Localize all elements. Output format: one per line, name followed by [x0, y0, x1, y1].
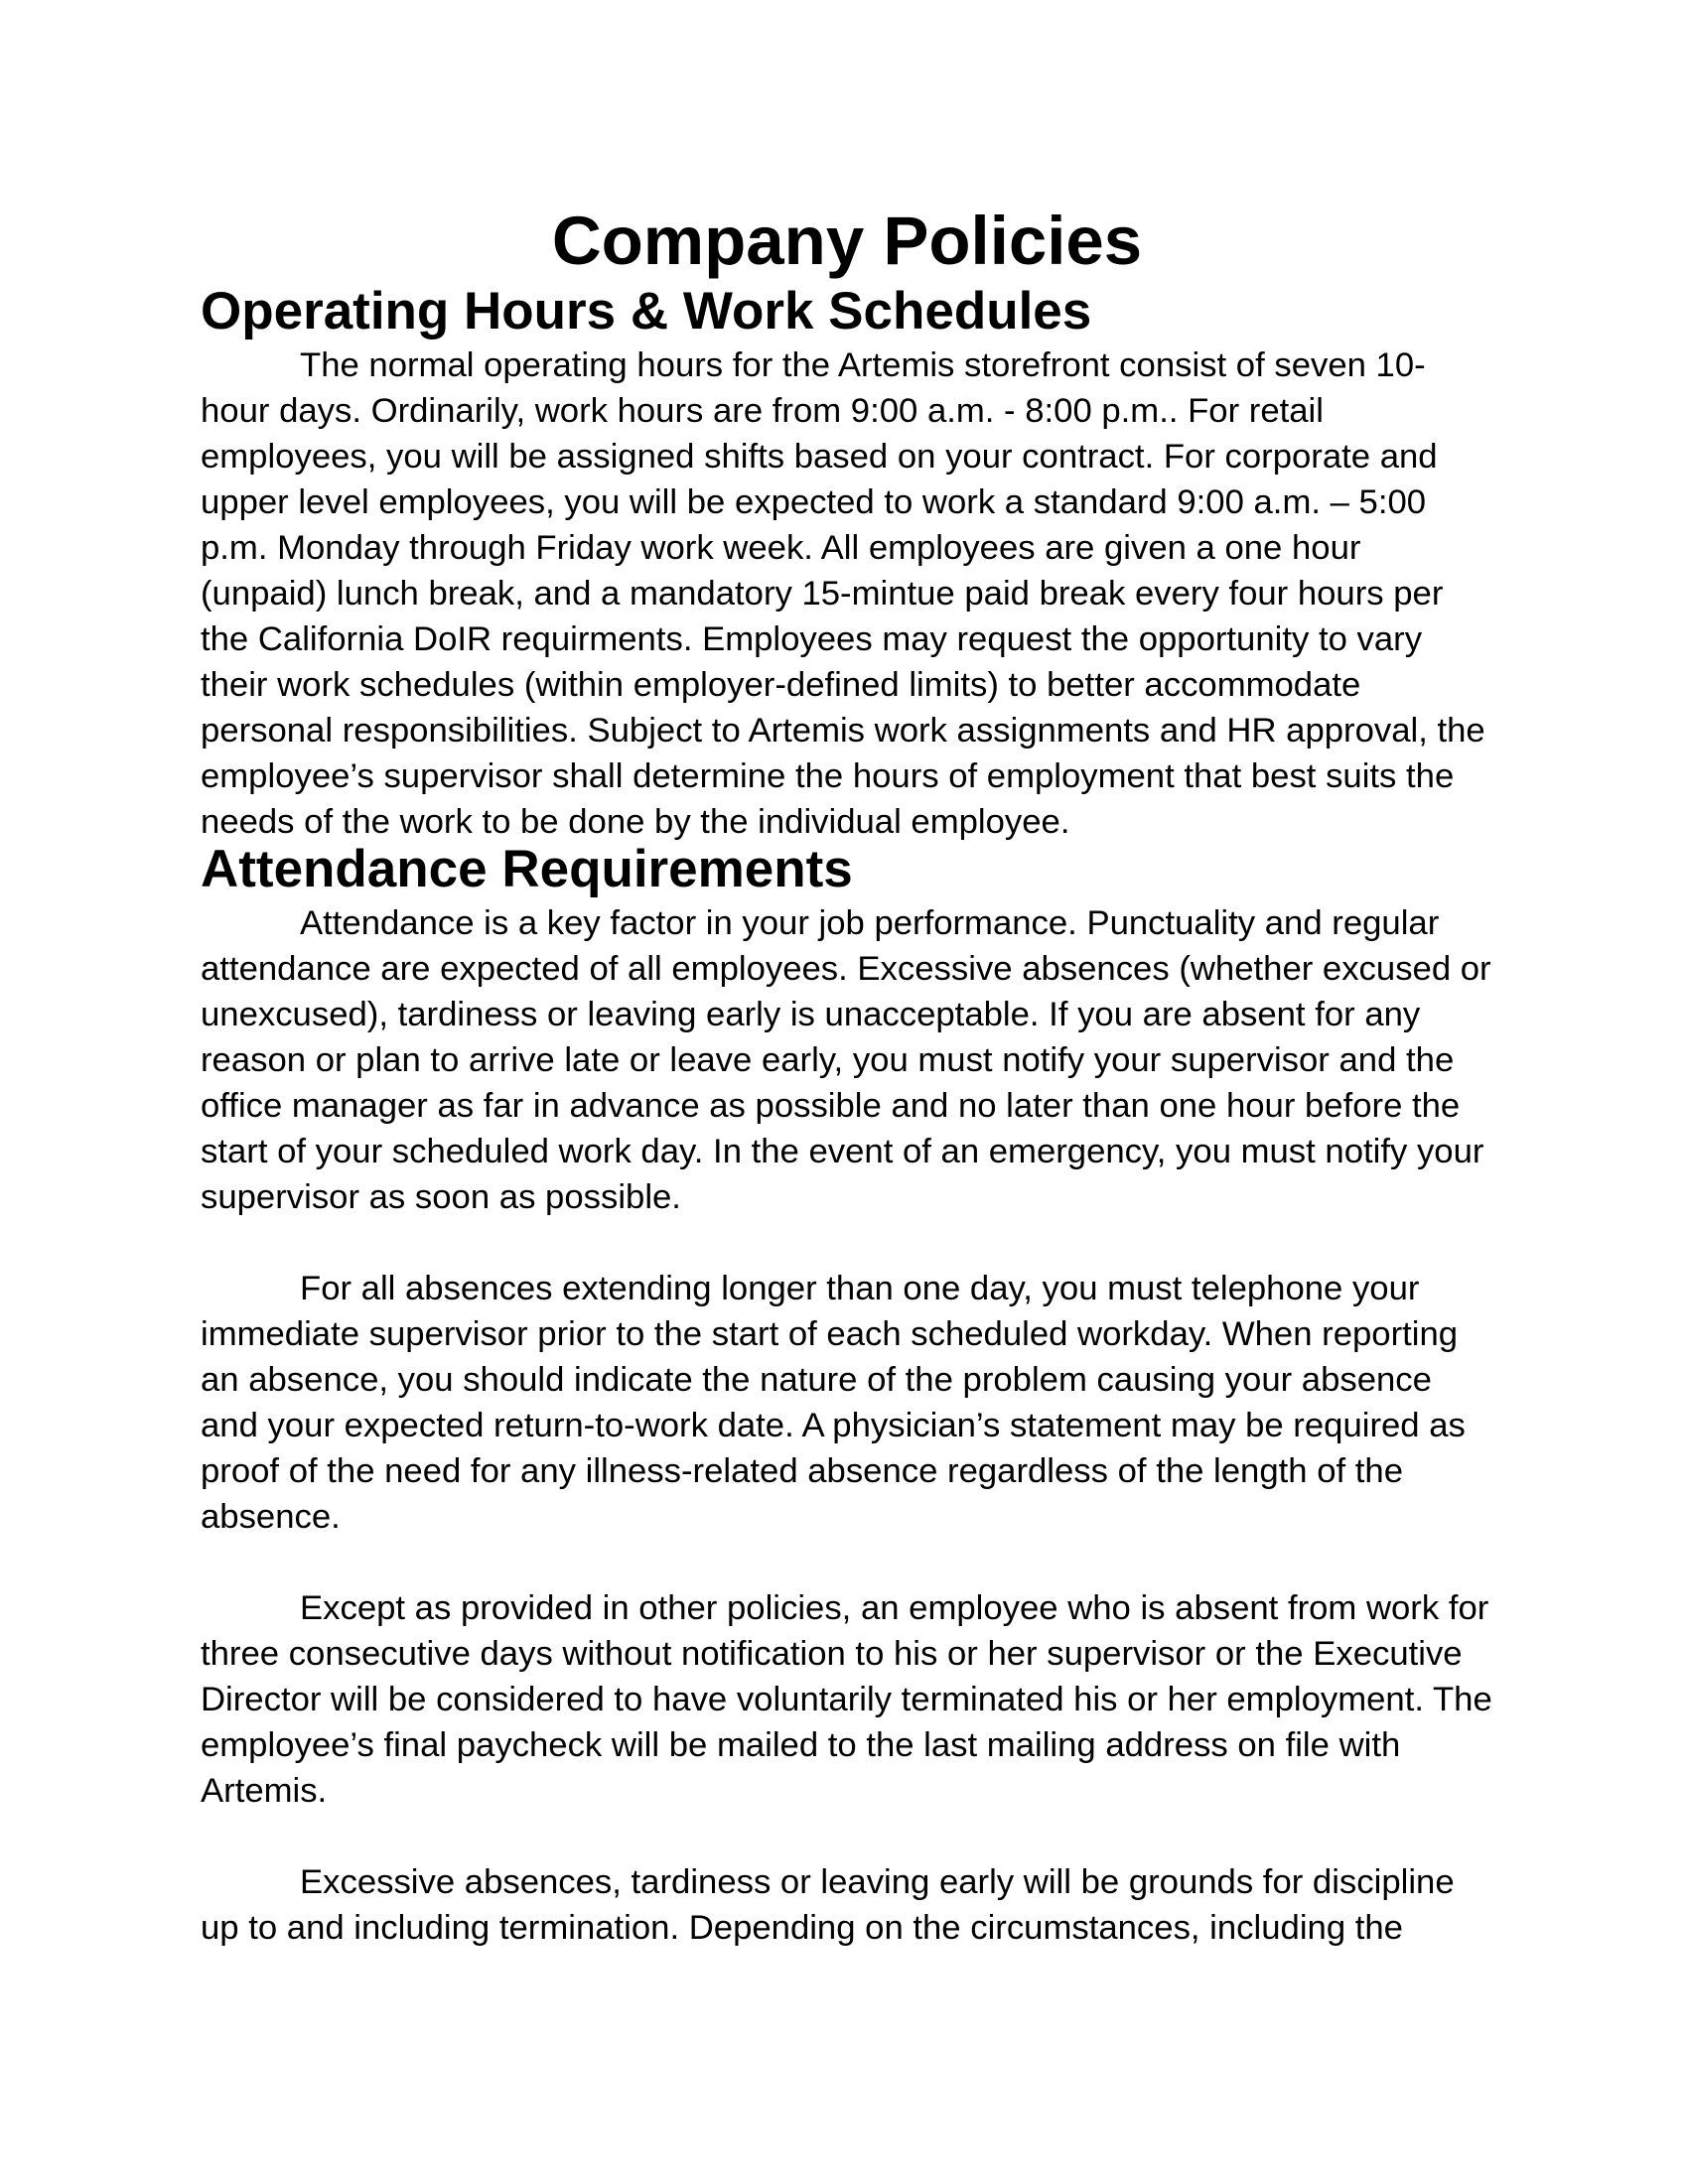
paragraph-attendance-4: Excessive absences, tardiness or leaving early will be grounds for discipline up to and including termination. Depending on the circumstances, including the [201, 1863, 1455, 1947]
paragraph-attendance-2: For all absences extending longer than one day, you must telephone your immediate supervisor prior to the start of each scheduled workday. When reporting an absence, you should indicate the nature of the problem causing your absence and your expected return-to-work date. A physician’s statement may be required as proof of the need for any illness-related absence regardless of the length of the absence. [201, 1270, 1466, 1536]
section-operating-hours [201, 281, 1493, 845]
document-title: Company Policies [551, 203, 1143, 279]
paragraph-operating-hours-1: The normal operating hours for the Artemis storefront consist of seven 10-hour days. Ordinarily, work hours are from 9:00 a.m. - 8:00 p.m.. For retail employees, you will be assigned shifts based on your contract. For corporate and upper level employees, you will be expected to work a standard 9:00 a.m. – 5:00 p.m. Monday through Friday work week. All employees are given a one hour (unpaid) lunch break, and a mandatory 15-mintue paid break every four hours per the California DoIR requirments. Employees may request the opportunity to vary their work schedules (within employer-defined limits) to better accommodate personal responsibilities. Subject to Artemis work assignments and HR approval, the employee’s supervisor shall determine the hours of employment that best suits the needs of the work to be done by the individual employee. [201, 346, 1485, 841]
section-attendance-requirements [201, 839, 1493, 1951]
section-heading-attendance: Attendance Requirements [201, 840, 853, 898]
paragraph-attendance-1: Attendance is a key factor in your job performance. Punctuality and regular attendance are expected of all employees. Excessive absences (whether excused or unexcused), tardiness or leaving early is unacceptable. If you are absent for any reason or plan to arrive late or leave early, you must notify your supervisor and the office manager as far in advance as possible and no later than one hour before the start of your scheduled work day. In the event of an emergency, you must notify your supervisor as soon as possible. [201, 904, 1491, 1216]
document-content [201, 0, 1493, 1951]
paragraph-attendance-3: Except as provided in other policies, an employee who is absent from work for three consecutive days without notification to his or her supervisor or the Executive Director will be considered to have voluntarily terminated his or her employment. The employee’s final paycheck will be mailed to the last mailing address on file with Artemis. [201, 1589, 1492, 1810]
section-heading-operating-hours: Operating Hours & Work Schedules [201, 282, 1092, 341]
